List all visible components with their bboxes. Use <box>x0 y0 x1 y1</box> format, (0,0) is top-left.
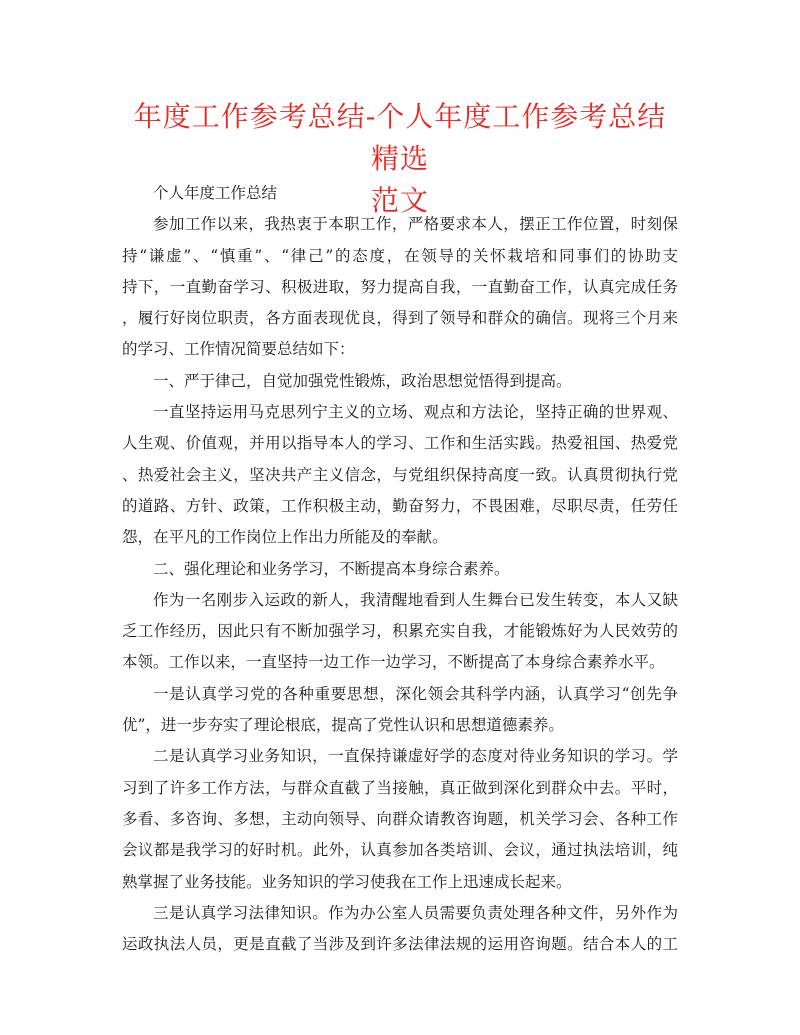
text-line: 个人年度工作总结 <box>153 184 278 202</box>
text-line: 熟掌握了业务技能。业务知识的学习使我在工作上迅速成长起来。 <box>122 872 572 891</box>
text-line: 怨，在平凡的工作岗位上作出力所能及的奉献。 <box>122 528 448 547</box>
text-line: 一、严于律己，自觉加强党性锻炼，政治思想觉悟得到提高。 <box>153 371 572 390</box>
text-line: 本领。工作以来，一直坚持一边工作一边学习，不断提高了本身综合素养水平。 <box>122 653 665 672</box>
text-line: 作为一名刚步入运政的新人，我清醒地看到人生舞台已发生转变，本人又缺 <box>153 590 678 609</box>
text-line: 的学习、工作情况简要总结如下： <box>122 340 355 359</box>
text-line: 运政执法人员，更是直截了当涉及到许多法律法规的运用咨询题。结合本人的工 <box>122 935 678 954</box>
text-line: ，履行好岗位职责，各方面表现优良，得到了领导和群众的确信。现将三个月来 <box>122 309 678 328</box>
document-body <box>122 178 678 960</box>
text-line: 二、强化理论和业务学习，不断提高本身综合素养。 <box>153 559 510 578</box>
text-line: 二是认真学习业务知识，一直保持谦虚好学的态度对待业务知识的学习。学 <box>153 747 678 766</box>
text-line: 多看、多咨询、多想，主动向领导、向群众请教咨询题，机关学习会、各种工作 <box>122 809 678 828</box>
text-line: 习到了许多工作方法，与群众直截了当接触，真正做到深化到群众中去。平时， <box>122 778 678 797</box>
text-line: 参加工作以来，我热衷于本职工作，严格要求本人，摆正工作位置，时刻保 <box>153 215 678 234</box>
text-line: 人生观、价值观，并用以指导本人的学习、工作和生活实践。热爱祖国、热爱党 <box>122 434 678 453</box>
text-line: 优”，进一步夯实了理论根底，提高了党性认识和思想道德素养。 <box>122 716 564 735</box>
title-line-2: 范文 <box>370 184 429 217</box>
text-line: 持“谦虚”、“慎重”、“律己”的态度，在领导的关怀栽培和同事们的协助支 <box>122 246 678 265</box>
text-line: 乏工作经历，因此只有不断加强学习，积累充实自我，才能锻炼好为人民效劳的 <box>122 622 678 641</box>
text-line: 三是认真学习法律知识。作为办公室人员需要负责处理各种文件，另外作为 <box>153 903 678 922</box>
text-line: 、热爱社会主义，坚决共产主义信念，与党组织保持高度一致。认真贯彻执行党 <box>122 465 678 484</box>
text-line: 一是认真学习党的各种重要思想，深化领会其科学内涵，认真学习“创先争 <box>153 684 678 703</box>
text-line: 持下，一直勤奋学习、积极进取，努力提高自我，一直勤奋工作，认真完成任务 <box>122 277 678 296</box>
text-line: 的道路、方针、政策，工作积极主动，勤奋努力，不畏困难，尽职尽责，任劳任 <box>122 496 678 515</box>
text-line: 一直坚持运用马克思列宁主义的立场、观点和方法论，坚持正确的世界观、 <box>153 403 678 422</box>
text-line: 会议都是我学习的好时机。此外，认真参加各类培训、会议，通过执法培训，纯 <box>122 841 678 860</box>
title-line-1: 年度工作参考总结-个人年度工作参考总结精选 <box>133 100 667 175</box>
